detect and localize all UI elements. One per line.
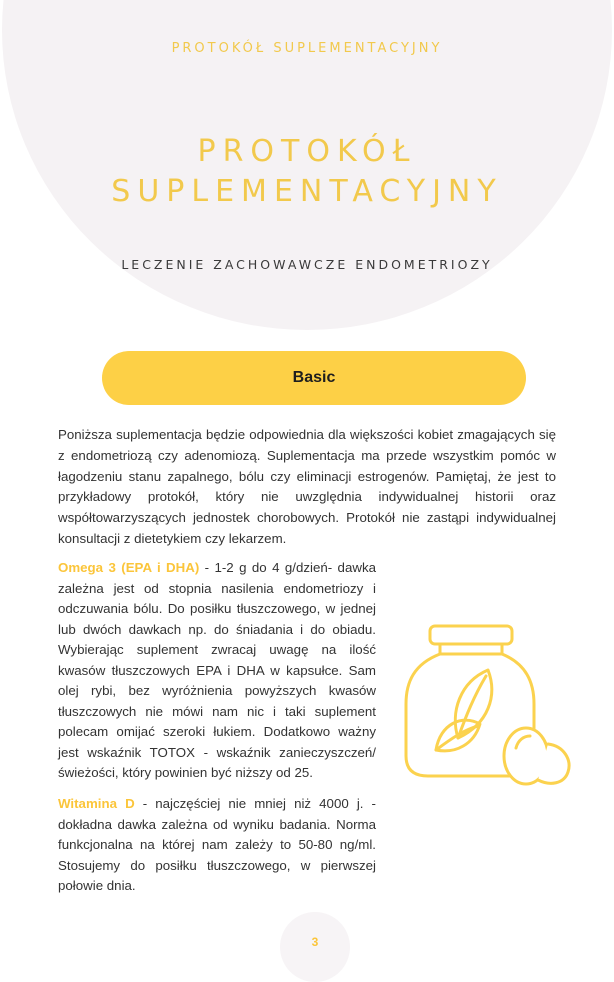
supplement-omega3 bbox=[58, 558, 376, 784]
intro-paragraph: Poniższa suplementacja będzie odpowiednia dla większości kobiet zmagających się z endometriozą czy adenomiozą. Suplementacja ma przede wszystkim pomóc w łagodzeniu stanu zapalnego, bólu czy eliminacji estrogenów. Pamiętaj, że jest to przykładowy protokół, który nie uwzględnia indywidualnej historii oraz współtowarzyszących jednostek chorobowych. Protokół nie zastąpi indywidualnej konsultacji z dietetykiem czy lekarzem. bbox=[58, 427, 556, 546]
running-header: PROTOKÓŁ SUPLEMENTACYJNY bbox=[171, 41, 443, 56]
page-subtitle: LECZENIE ZACHOWAWCZE ENDOMETRIOZY bbox=[121, 257, 493, 272]
supplement-omega3-description: - 1-2 g do 4 g/dzień- dawka zależna jest od stopnia nasilenia endometriozy i odczuwania bólu. Do posiłku tłuszczowego, w jednej lub dwóch dawkach np. do śniadania i do obiadu. Wybierając suplement zwracaj uwagę na ilość kwasów tłuszczowych EPA i DHA w kapsułce. Sam olej rybi, bez wyróżnienia powyższych kwasów tłuszczowych nie mówi nam nic i taki suplement polecam omijać szeroki łukiem. Dodatkowo ważny jest wskaźnik TOTOX - wskaźnik zanieczyszczeń/świeżości, który powinien być niższy od 25. bbox=[58, 560, 376, 780]
supplement-omega3-name: Omega 3 (EPA i DHA) bbox=[58, 560, 200, 575]
supplement-vitamin-d-description: - najczęściej nie mniej niż 4000 j. - dokładna dawka zależna od wyniku badania. Norma funkcjonalna na której nam zależy to 50-80 ng/ml. Stosujemy do posiłku tłuszczowego, w pierwszej połowie dnia. bbox=[58, 796, 376, 893]
supplement-vitamin-d bbox=[58, 794, 376, 897]
section-banner-label: Basic bbox=[292, 369, 336, 386]
page-title bbox=[0, 132, 614, 212]
section-banner-basic bbox=[102, 351, 526, 405]
page-title-line2: SUPLEMENTACYJNY bbox=[111, 174, 503, 209]
page-title-line1: PROTOKÓŁ bbox=[197, 134, 417, 169]
supplement-vitamin-d-name: Witamina D bbox=[58, 796, 135, 811]
page-number: 3 bbox=[311, 935, 319, 949]
supplement-jar-icon bbox=[400, 620, 580, 790]
